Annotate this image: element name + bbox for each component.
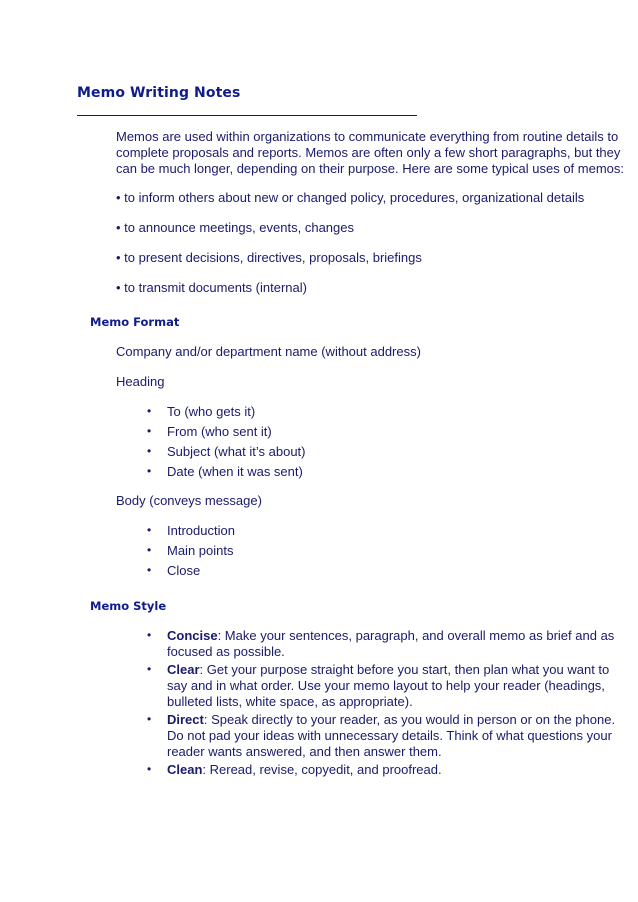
bullet-icon: • xyxy=(147,464,152,478)
list-item-text: Date (when it was sent) xyxy=(167,464,303,479)
bullet-icon: • xyxy=(147,662,152,676)
style-text: : Reread, revise, copyedit, and proofread. xyxy=(202,762,442,777)
format-body-label: Body (conveys message) xyxy=(116,493,262,508)
bullet-icon: • xyxy=(147,762,152,776)
page-title: Memo Writing Notes xyxy=(77,85,241,101)
bullet-icon: • xyxy=(147,628,152,642)
bullet-icon: • xyxy=(147,712,152,726)
list-item-text xyxy=(167,628,631,660)
section-heading-style: Memo Style xyxy=(90,599,167,613)
use-item: • to announce meetings, events, changes xyxy=(116,220,354,235)
list-item-text xyxy=(167,762,631,778)
list-item-text: Introduction xyxy=(167,523,235,538)
bullet-icon: • xyxy=(147,424,152,438)
list-item-text: To (who gets it) xyxy=(167,404,256,419)
list-item-text: From (who sent it) xyxy=(167,424,272,439)
bullet-icon: • xyxy=(147,543,152,557)
style-text: : Make your sentences, paragraph, and overall memo as brief and as focused as possible. xyxy=(167,628,615,659)
list-item-text xyxy=(167,712,631,760)
style-term: Concise xyxy=(167,628,218,643)
list-item-text xyxy=(167,662,631,710)
list-item-text: Subject (what it’s about) xyxy=(167,444,306,459)
format-heading-label: Heading xyxy=(116,374,165,389)
list-item-text: Main points xyxy=(167,543,234,558)
use-item: • to present decisions, directives, proposals, briefings xyxy=(116,250,422,265)
style-term: Direct xyxy=(167,712,204,727)
title-divider xyxy=(77,115,417,116)
section-heading-format: Memo Format xyxy=(90,315,180,329)
list-item-text: Close xyxy=(167,563,201,578)
use-item: • to transmit documents (internal) xyxy=(116,280,307,295)
bullet-icon: • xyxy=(147,404,152,418)
intro-paragraph: Memos are used within organizations to communicate everything from routine details to complete proposals and reports. Memos are often only a few short paragraphs, but they can be much longer, depending on their purpose. Here are some typical uses of memos: xyxy=(116,129,625,176)
style-text: : Get your purpose straight before you start, then plan what you want to say and in what order. Use your memo layout to help your reader (headings, bulleted lists, white space, as appropriate). xyxy=(167,662,610,709)
style-term: Clean xyxy=(167,762,203,777)
bullet-icon: • xyxy=(147,563,152,577)
bullet-icon: • xyxy=(147,523,152,537)
use-item: • to inform others about new or changed policy, procedures, organizational details xyxy=(116,190,585,205)
style-term: Clear xyxy=(167,662,200,677)
bullet-icon: • xyxy=(147,444,152,458)
format-company: Company and/or department name (without address) xyxy=(116,344,421,359)
style-text: : Speak directly to your reader, as you would in person or on the phone. Do not pad your ideas with unnecessary details. Think of what questions your reader wants answered, and then answer them. xyxy=(167,712,616,759)
